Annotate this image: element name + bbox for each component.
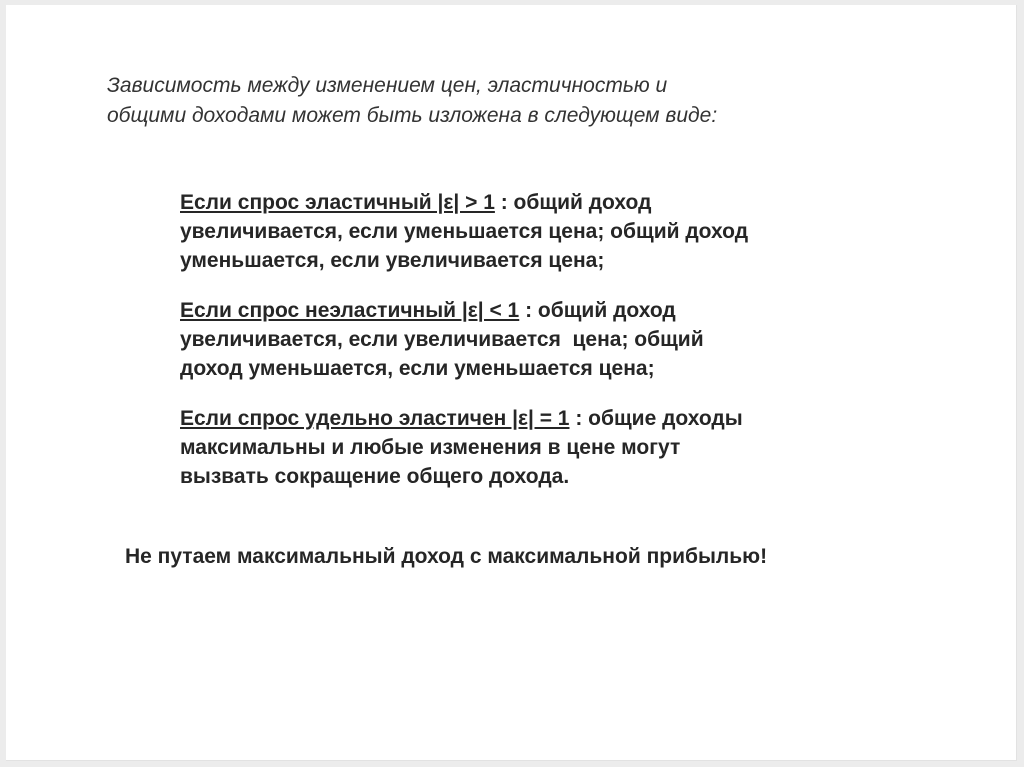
rule-inelastic-line-1: : общий доход: [519, 299, 676, 322]
rule-unit-elastic-line-1: : общие доходы: [569, 407, 743, 430]
rule-unit-elastic-line-3: вызвать сокращение общего дохода.: [180, 465, 570, 488]
rules-list: [180, 188, 900, 512]
rule-unit-elastic-condition: Если спрос удельно эластичен |ε| = 1: [180, 407, 570, 430]
slide: [6, 5, 1017, 761]
rule-elastic-line-3: уменьшается, если увеличивается цена;: [180, 249, 605, 272]
rule-unit-elastic: [180, 404, 900, 491]
rule-elastic-line-2: увеличивается, если уменьшается цена; общий доход: [180, 220, 749, 243]
rule-inelastic: [180, 296, 900, 383]
intro-line-1: Зависимость между изменением цен, эластичностью и: [107, 74, 668, 97]
rule-elastic-condition: Если спрос эластичный |ε| > 1: [180, 191, 495, 214]
intro-paragraph: [107, 71, 907, 131]
rule-elastic-line-1: : общий доход: [494, 191, 652, 214]
warning-note: Не путаем максимальный доход с максимальной прибылью!: [125, 545, 768, 568]
intro-line-2: общими доходами может быть изложена в следующем виде:: [107, 104, 718, 127]
rule-inelastic-line-2: увеличивается, если увеличивается цена; общий: [180, 328, 704, 351]
rule-unit-elastic-line-2: максимальны и любые изменения в цене могут: [180, 436, 681, 459]
rule-inelastic-line-3: доход уменьшается, если уменьшается цена;: [180, 357, 655, 380]
rule-elastic: [180, 188, 900, 275]
rule-inelastic-condition: Если спрос неэластичный |ε| < 1: [180, 299, 520, 322]
